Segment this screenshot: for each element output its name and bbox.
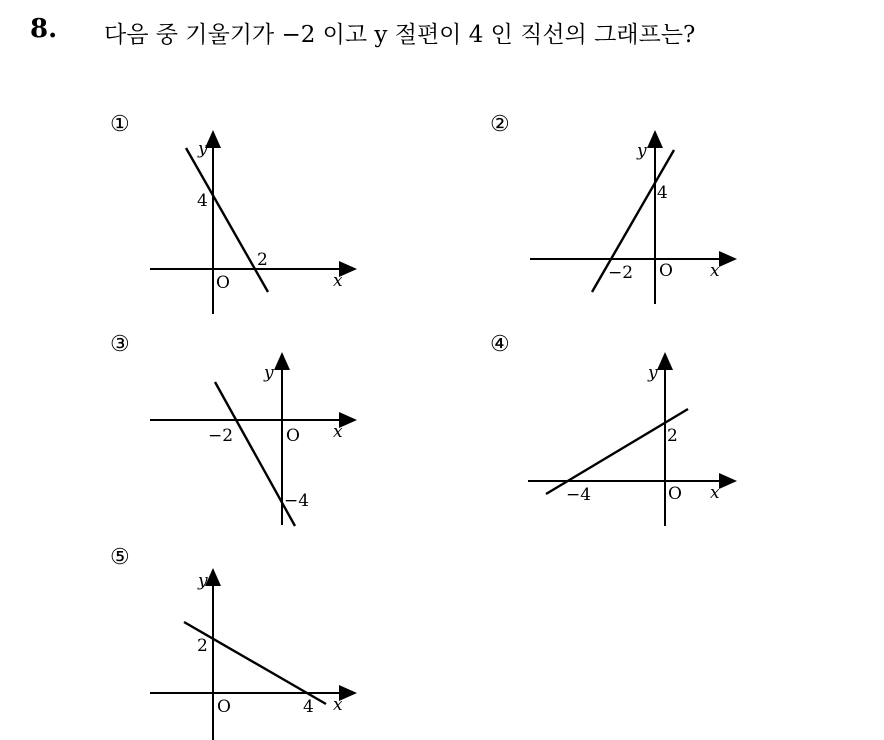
intercept-label-1: 2 [197,636,208,656]
y-axis-label: y [637,141,647,161]
intercept-label-1: 4 [197,191,208,211]
y-axis-label: y [648,363,658,383]
intercept-label-2: −2 [608,263,634,283]
y-axis-label: y [198,571,208,591]
choice-3-graph [140,350,370,535]
origin-label: O [216,273,230,293]
origin-label: O [217,697,231,717]
x-axis-label: x [710,261,720,281]
x-axis-label: x [333,695,343,715]
x-axis-label: x [333,271,343,291]
choice-2-graph [520,128,750,318]
intercept-label-2: 4 [303,697,314,717]
intercept-label-1: 2 [667,426,678,446]
question-text: 다음 중 기울기가 −2 이고 y 절편이 4 인 직선의 그래프는? [104,22,696,48]
choice-3-mark[interactable]: ③ [110,332,130,357]
choice-1-graph [140,128,370,318]
intercept-label-2: −4 [284,491,310,511]
choice-2-mark[interactable]: ② [490,112,510,137]
y-axis-label: y [264,363,274,383]
choice-4-mark[interactable]: ④ [490,332,510,357]
graph-line [184,622,326,704]
intercept-label-2: −4 [566,485,592,505]
origin-label: O [659,261,673,281]
intercept-label-1: −2 [208,426,234,446]
choice-4-graph [520,350,750,535]
origin-label: O [668,484,682,504]
graph-line [186,148,268,292]
question-number: 8. [30,14,58,44]
y-axis-label: y [198,139,208,159]
x-axis-label: x [333,422,343,442]
choice-1-mark[interactable]: ① [110,112,130,137]
intercept-label-1: 4 [657,183,668,203]
x-axis-label: x [710,483,720,503]
choice-5-graph [140,566,370,740]
origin-label: O [286,426,300,446]
intercept-label-2: 2 [257,250,268,270]
choice-5-mark[interactable]: ⑤ [110,545,130,570]
